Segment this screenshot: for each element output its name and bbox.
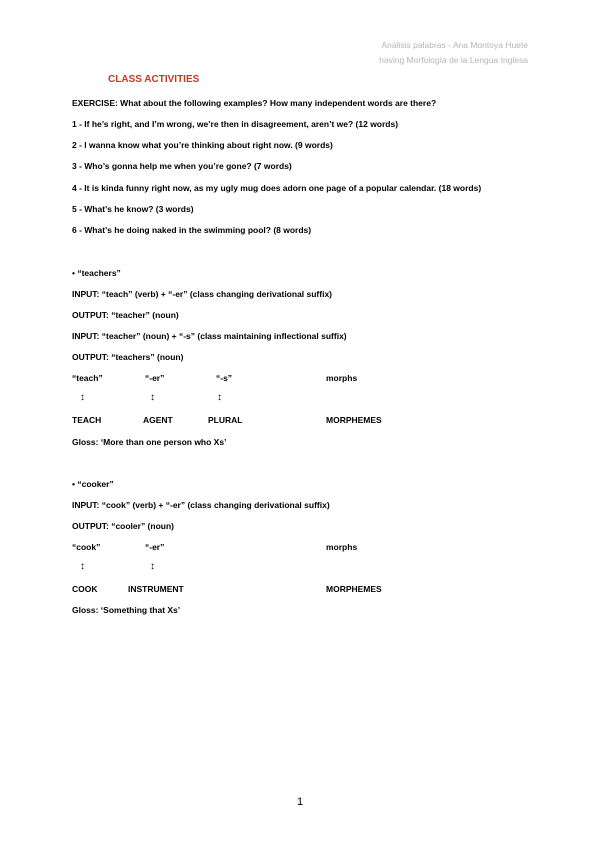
teachers-morph-s: “-s” [216,373,233,383]
teachers-morph-teach: “teach” [72,373,103,383]
updown-arrow-icon: ↕ [80,561,85,572]
page-title: CLASS ACTIVITIES [108,74,200,85]
cooker-morpheme-instrument: INSTRUMENT [128,584,184,594]
cooker-heading: • “cooker” [72,479,114,489]
cooker-gloss: Gloss: ‘Something that Xs’ [72,605,181,615]
teachers-morphemes-label: MORPHEMES [326,415,382,425]
teachers-morpheme-teach: TEACH [72,415,102,425]
page-number: 1 [296,796,304,808]
cooker-morphemes-label: MORPHEMES [326,584,382,594]
updown-arrow-icon: ↕ [80,392,85,403]
example-3: 3 - Who’s gonna help me when you’re gone? (7 words) [72,161,292,171]
updown-arrow-icon: ↕ [217,392,222,403]
header-line-2: having Morfología de la Lengua Inglesa [379,55,528,65]
cooker-morph-cook: “cook” [72,542,101,552]
teachers-output-2: OUTPUT: “teachers” (noun) [72,352,184,362]
teachers-morpheme-plural: PLURAL [208,415,243,425]
teachers-input-1: INPUT: “teach” (verb) + “-er” (class changing derivational suffix) [72,289,333,299]
cooker-output-1: OUTPUT: “cooler” (noun) [72,521,174,531]
cooker-morphs-label: morphs [326,542,358,552]
teachers-morph-er: “-er” [145,373,165,383]
teachers-morpheme-agent: AGENT [143,415,173,425]
cooker-morph-er: “-er” [145,542,165,552]
teachers-gloss: Gloss: ‘More than one person who Xs’ [72,437,227,447]
header-line-1: Análisis palabras - Ana Montoya Huete [381,40,528,50]
teachers-heading: • “teachers” [72,268,121,278]
teachers-input-2: INPUT: “teacher” (noun) + “-s” (class maintaining inflectional suffix) [72,331,347,341]
teachers-output-1: OUTPUT: “teacher” (noun) [72,310,179,320]
exercise-prompt: EXERCISE: What about the following examples? How many independent words are there? [72,98,437,108]
page-header [379,38,528,68]
example-5: 5 - What’s he know? (3 words) [72,204,194,214]
example-4: 4 - It is kinda funny right now, as my ugly mug does adorn one page of a popular calendar. (18 words) [72,183,482,193]
cooker-morpheme-cook: COOK [72,584,98,594]
example-2: 2 - I wanna know what you’re thinking about right now. (9 words) [72,140,333,150]
teachers-morphs-label: morphs [326,373,358,383]
updown-arrow-icon: ↕ [150,392,155,403]
updown-arrow-icon: ↕ [150,561,155,572]
example-6: 6 - What’s he doing naked in the swimming pool? (8 words) [72,225,312,235]
cooker-input-1: INPUT: “cook” (verb) + “-er” (class changing derivational suffix) [72,500,330,510]
example-1: 1 - If he’s right, and I’m wrong, we’re then in disagreement, aren’t we? (12 words) [72,119,399,129]
